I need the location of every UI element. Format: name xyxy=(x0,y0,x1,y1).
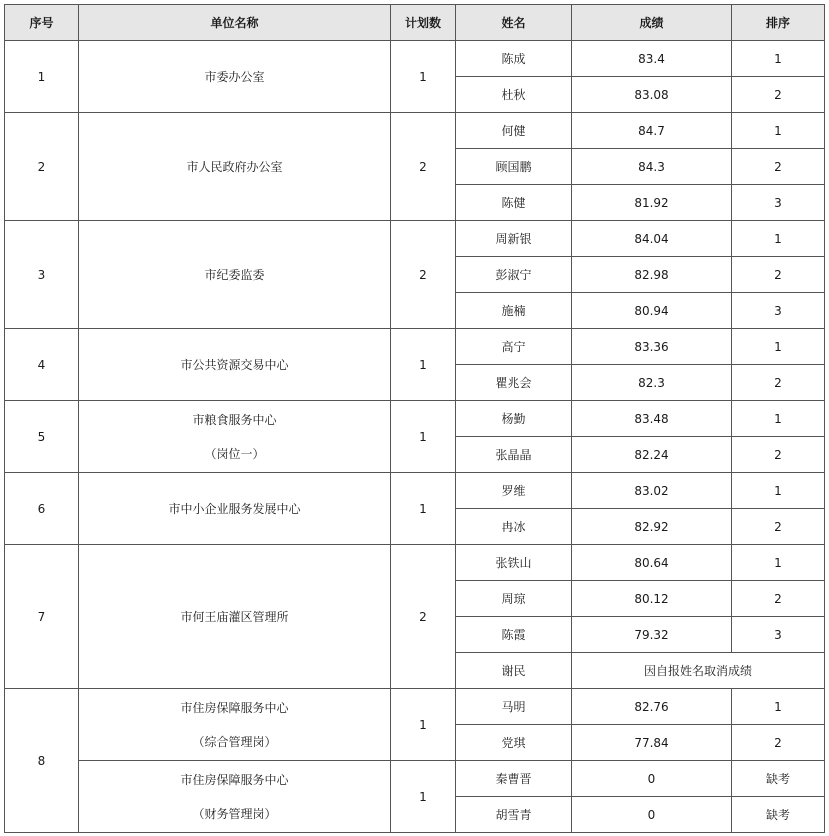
person-name: 秦曹晋 xyxy=(456,761,572,797)
unit-name xyxy=(79,689,391,761)
group-number: 2 xyxy=(5,113,79,221)
person-name: 冉冰 xyxy=(456,509,572,545)
header-rank: 排序 xyxy=(732,5,825,41)
person-name: 党琪 xyxy=(456,725,572,761)
person-score: 81.92 xyxy=(572,185,732,221)
person-rank: 2 xyxy=(732,365,825,401)
plan-count: 1 xyxy=(391,41,456,113)
person-score: 84.7 xyxy=(572,113,732,149)
person-score: 83.36 xyxy=(572,329,732,365)
person-name: 瞿兆会 xyxy=(456,365,572,401)
table-row xyxy=(5,761,825,797)
person-rank: 1 xyxy=(732,41,825,77)
plan-count: 2 xyxy=(391,221,456,329)
table-row xyxy=(5,473,825,509)
header-name: 姓名 xyxy=(456,5,572,41)
person-rank: 1 xyxy=(732,113,825,149)
person-name: 周琼 xyxy=(456,581,572,617)
unit-name-line: （财务管理岗） xyxy=(192,806,277,821)
person-score: 82.92 xyxy=(572,509,732,545)
unit-name: 市何王庙灌区管理所 xyxy=(79,545,391,689)
header-row xyxy=(5,5,825,41)
person-name: 谢民 xyxy=(456,653,572,689)
person-name: 张晶晶 xyxy=(456,437,572,473)
person-rank: 1 xyxy=(732,473,825,509)
person-rank: 2 xyxy=(732,149,825,185)
person-name: 施楠 xyxy=(456,293,572,329)
person-rank: 2 xyxy=(732,725,825,761)
person-rank: 1 xyxy=(732,401,825,437)
group-number: 6 xyxy=(5,473,79,545)
person-score: 80.12 xyxy=(572,581,732,617)
table-row xyxy=(5,41,825,77)
unit-name-line: （综合管理岗） xyxy=(192,734,277,749)
unit-name xyxy=(79,761,391,833)
group-number: 7 xyxy=(5,545,79,689)
plan-count: 1 xyxy=(391,689,456,761)
person-score: 83.48 xyxy=(572,401,732,437)
person-score: 0 xyxy=(572,761,732,797)
group-number: 8 xyxy=(5,689,79,833)
person-score: 82.76 xyxy=(572,689,732,725)
person-score: 82.98 xyxy=(572,257,732,293)
person-name: 罗维 xyxy=(456,473,572,509)
unit-name xyxy=(79,401,391,473)
header-plan: 计划数 xyxy=(391,5,456,41)
plan-count: 2 xyxy=(391,545,456,689)
person-score: 82.3 xyxy=(572,365,732,401)
results-table xyxy=(4,4,825,833)
header-unit: 单位名称 xyxy=(79,5,391,41)
group-number: 1 xyxy=(5,41,79,113)
person-name: 陈健 xyxy=(456,185,572,221)
unit-name: 市纪委监委 xyxy=(79,221,391,329)
unit-name: 市中小企业服务发展中心 xyxy=(79,473,391,545)
person-rank: 3 xyxy=(732,617,825,653)
person-name: 胡雪青 xyxy=(456,797,572,833)
header-no: 序号 xyxy=(5,5,79,41)
plan-count: 1 xyxy=(391,761,456,833)
person-rank: 3 xyxy=(732,293,825,329)
table-row xyxy=(5,401,825,437)
unit-name-line: 市粮食服务中心 xyxy=(192,412,277,427)
person-rank: 1 xyxy=(732,689,825,725)
group-number: 5 xyxy=(5,401,79,473)
person-name: 顾国鹏 xyxy=(456,149,572,185)
plan-count: 1 xyxy=(391,329,456,401)
plan-count: 2 xyxy=(391,113,456,221)
person-name: 马明 xyxy=(456,689,572,725)
person-name: 何健 xyxy=(456,113,572,149)
person-rank: 2 xyxy=(732,257,825,293)
person-score: 0 xyxy=(572,797,732,833)
person-rank: 2 xyxy=(732,77,825,113)
person-rank: 1 xyxy=(732,329,825,365)
person-rank: 3 xyxy=(732,185,825,221)
person-name: 高宁 xyxy=(456,329,572,365)
table-row xyxy=(5,329,825,365)
header-score: 成绩 xyxy=(572,5,732,41)
unit-name-line: 市住房保障服务中心 xyxy=(180,700,289,715)
group-number: 4 xyxy=(5,329,79,401)
unit-name-line: （岗位一） xyxy=(204,446,265,461)
person-score: 83.02 xyxy=(572,473,732,509)
person-score: 80.64 xyxy=(572,545,732,581)
person-score: 77.84 xyxy=(572,725,732,761)
person-rank: 2 xyxy=(732,581,825,617)
person-name: 彭淑宁 xyxy=(456,257,572,293)
unit-name: 市人民政府办公室 xyxy=(79,113,391,221)
person-score: 83.4 xyxy=(572,41,732,77)
person-score: 83.08 xyxy=(572,77,732,113)
unit-name: 市公共资源交易中心 xyxy=(79,329,391,401)
person-score: 80.94 xyxy=(572,293,732,329)
table-row xyxy=(5,221,825,257)
table-row xyxy=(5,113,825,149)
person-rank: 2 xyxy=(732,437,825,473)
person-score: 82.24 xyxy=(572,437,732,473)
person-rank: 缺考 xyxy=(732,797,825,833)
score-note: 因自报姓名取消成绩 xyxy=(572,653,825,689)
person-score: 84.3 xyxy=(572,149,732,185)
person-rank: 1 xyxy=(732,221,825,257)
person-name: 陈霞 xyxy=(456,617,572,653)
person-score: 84.04 xyxy=(572,221,732,257)
table-header xyxy=(5,5,825,41)
person-rank: 1 xyxy=(732,545,825,581)
plan-count: 1 xyxy=(391,401,456,473)
table-row xyxy=(5,689,825,725)
person-name: 张铁山 xyxy=(456,545,572,581)
person-name: 陈成 xyxy=(456,41,572,77)
unit-name: 市委办公室 xyxy=(79,41,391,113)
table-body xyxy=(5,41,825,833)
person-name: 周新银 xyxy=(456,221,572,257)
group-number: 3 xyxy=(5,221,79,329)
person-name: 杨勤 xyxy=(456,401,572,437)
person-rank: 2 xyxy=(732,509,825,545)
unit-name-line: 市住房保障服务中心 xyxy=(180,772,289,787)
plan-count: 1 xyxy=(391,473,456,545)
table-row xyxy=(5,545,825,581)
person-rank: 缺考 xyxy=(732,761,825,797)
person-name: 杜秋 xyxy=(456,77,572,113)
person-score: 79.32 xyxy=(572,617,732,653)
